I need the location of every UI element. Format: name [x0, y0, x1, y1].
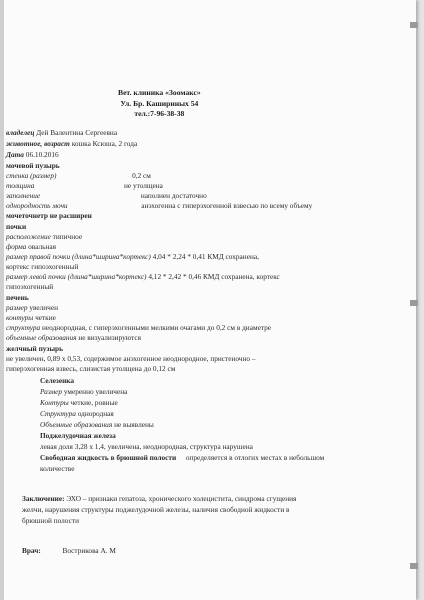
kidneys-shape-line [6, 242, 56, 251]
bladder-filling-label: заполнение [6, 191, 41, 200]
spleen-contours-line [40, 398, 118, 407]
spleen-structure-line [40, 409, 114, 418]
scan-edge-mark [410, 300, 418, 306]
conclusion-line-1 [22, 494, 296, 504]
spleen-contours-value: четкие, ровные [70, 398, 118, 407]
conclusion-text-1: ЭХО – признаки гепатоза, хронического холецистита, синдрома сгущения [66, 494, 297, 503]
liver-structure-line [6, 323, 271, 332]
liver-title: печень [6, 293, 29, 302]
scan-edge-mark [410, 563, 418, 569]
bladder-filling-value: наполнен достаточно [140, 191, 207, 200]
pancreas-title: Поджелудочная железа [40, 431, 116, 440]
free-fluid-label: Свободная жидкость в брюшной полости [40, 453, 177, 462]
bladder-size-value: 0,2 см [132, 171, 151, 180]
spleen-structure-label: Структура [40, 409, 76, 418]
free-fluid-line [40, 453, 324, 462]
ureter-line: мочеточнетр не расширен [6, 211, 92, 220]
bladder-filling-line [6, 191, 207, 200]
bladder-contents-value: анэхогенна с гиперэхогенной взвесью по всему объему [141, 201, 313, 210]
liver-size-value: увеличен [29, 303, 58, 312]
bladder-size-label: стенка (размер) [6, 171, 57, 180]
left-kidney-line [6, 272, 280, 281]
spleen-formations-line [40, 420, 154, 429]
liver-structure-label: структура [6, 323, 41, 332]
left-kidney-label: размер левой почки (длина*ширина*кортекс) [6, 272, 147, 281]
liver-contours-label: контуры [6, 313, 34, 322]
liver-contours-line [6, 313, 56, 322]
spleen-structure-value: однородная [77, 409, 114, 418]
animal-label: животное, возраст [6, 139, 70, 148]
left-kidney-value: 4,12 * 2,42 * 0,46 КМД сохранена, кортекс [148, 272, 280, 281]
right-kidney-line [6, 252, 259, 261]
liver-size-line [6, 303, 58, 312]
animal-value: кошка Ксюша, 2 года [71, 139, 138, 148]
right-kidney-cortex: кортекс гипоэхогенный [6, 262, 79, 271]
spleen-title: Селезенка [40, 376, 75, 385]
left-kidney-cortex: гипоэхогенный [6, 282, 54, 291]
clinic-phone: тел.:7-96-38-38 [134, 109, 185, 118]
bladder-thickness-line [6, 181, 163, 190]
spleen-size-label: Размер [40, 387, 63, 396]
gallbladder-line-1: не увеличен, 0,89 х 0,53, содержимое анэхогенное неоднородное, пристеночно – [6, 354, 256, 363]
right-kidney-value: 4,04 * 2,24 * 0,41 КМД сохранена, [152, 252, 259, 261]
liver-formations-label: объемные образования [6, 333, 77, 342]
kidneys-location-label: расположение [6, 232, 51, 241]
doctor-label: Врач: [22, 546, 41, 555]
clinic-name: Вет. клиника «Зоомакс» [118, 88, 201, 97]
liver-formations-value: не визуализируются [78, 333, 142, 342]
conclusion-line-2: желчи, нарушения структуры поджелудочной железы, наличия свободной жидкости в [22, 505, 290, 514]
spleen-formations-label: Объемные образования [40, 420, 113, 429]
owner-label: владелец [6, 128, 35, 137]
date-value: 06.10.2016 [25, 150, 59, 159]
spleen-contours-label: Контуры [40, 398, 69, 407]
pancreas-line-1: левая доля 3,28 х 1,4, увеличена, неоднородная, структура нарушена [40, 442, 253, 451]
clinic-address: Ул. Бр. Кашириных 54 [120, 98, 199, 108]
bladder-contents-line [6, 201, 312, 210]
conclusion-line-3: брюшной полости [22, 516, 79, 525]
conclusion-label: Заключение: [22, 494, 65, 503]
doctor-line [22, 546, 116, 556]
liver-size-label: размер [6, 303, 28, 312]
owner-line [6, 128, 117, 137]
bladder-size-line [6, 171, 151, 180]
clinic-header [118, 88, 201, 120]
spleen-size-line [40, 387, 127, 396]
gallbladder-line-2: гиперэхогенная взвесь, слизистая утолщена до 0,12 см [6, 364, 176, 373]
free-fluid-line-2: количестве [40, 464, 75, 473]
kidneys-title: почки [6, 222, 27, 231]
gallbladder-title: желчный пузырь [6, 344, 63, 353]
bladder-thickness-label: толщина [6, 181, 35, 190]
bladder-contents-label: однородность мочи [6, 201, 68, 210]
liver-formations-line [6, 333, 141, 342]
liver-structure-value: неоднородная, с гиперэхогенными мелкими очагами до 0,2 см в диаметре [41, 323, 271, 332]
bladder-title: мочевой пузырь [6, 161, 60, 170]
free-fluid-value: определяется в отлогих местах в небольшом [185, 453, 325, 462]
date-line [6, 150, 59, 159]
owner-value: Дей Валентина Сергеевна [36, 128, 118, 137]
right-kidney-label: размер правой почки (длина*ширина*кортекс) [6, 252, 151, 261]
scan-edge-mark [410, 22, 418, 28]
bladder-thickness-value: не утолщена [124, 181, 163, 190]
spleen-formations-value: не выявлены [114, 420, 154, 429]
animal-line [6, 139, 137, 148]
kidneys-shape-label: форма [6, 242, 27, 251]
doctor-name: Вострикова А. М [62, 546, 116, 555]
kidneys-location-line [6, 232, 82, 241]
spleen-size-value: умеренно увеличена [63, 387, 128, 396]
kidneys-location-value: типичное [52, 232, 83, 241]
kidneys-shape-value: овальная [28, 242, 56, 251]
date-label: Дата [6, 150, 24, 159]
liver-contours-value: четкие [35, 313, 56, 322]
scan-shadow-band [0, 0, 4, 600]
